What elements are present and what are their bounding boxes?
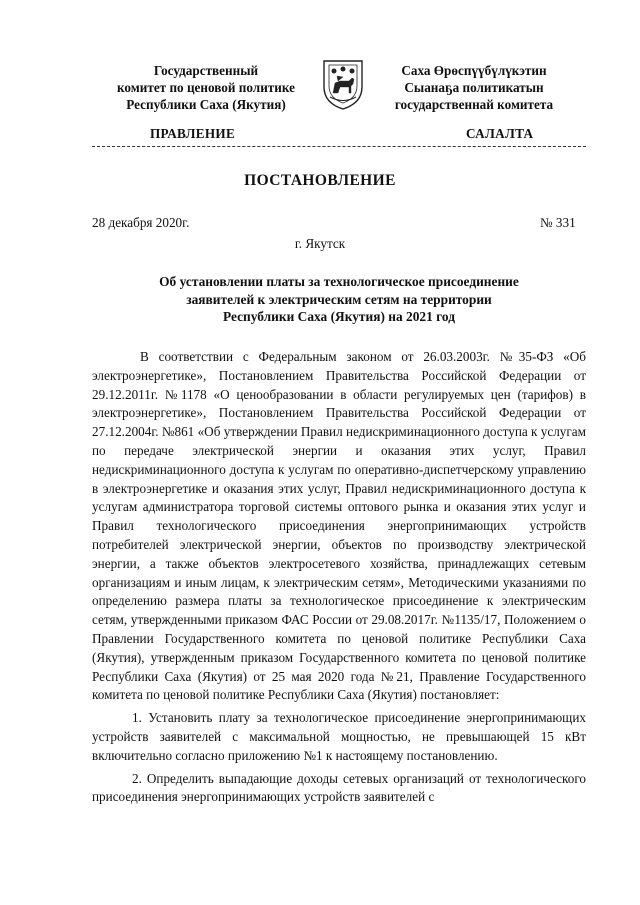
committee-name-russian: [96, 62, 316, 113]
preamble-paragraph: В соответствии с Федеральным законом от 26.03.2003г. №35-ФЗ «Об электроэнергетике», Постановлением Правительства Российской Федерации от 29.12.2011г. №1178 «О ценообразовании в области регулируемых цен (тарифов) в электроэнергетике», Постановлением Правительства Российской Федерации от 27.12.2004г. №861 «Об утверждении Правил недискриминационного доступа к услугам по передаче электрической энергии и оказания этих услуг, Правил недискриминационного доступа к услугам по оперативно-диспетчерскому управлению в электроэнергетике и оказания этих услуг, Правил недискриминационного доступа к услугам администратора торговой системы оптового рынка и оказания этих услуг и Правил технологического присоединения энергопринимающих устройств потребителей электрической энергии, объектов по производству электрической энергии, а также объектов электросетевого хозяйства, принадлежащих сетевым организациям и иным лицам, к электрическим сетям», Методическими указаниями по определению размера платы за технологическое присоединение к электрическим сетям, утвержденными приказом ФАС России от 29.08.2017г. №1135/17, Положением о Правлении Государственного комитета по ценовой политике Республики Саха (Якутия), утвержденным приказом Государственного комитета по ценовой политике Республики Саха (Якутия) от 25 мая 2020 года №21, Правление Государственного комитета по ценовой политике Республики Саха (Якутия) постановляет:: [92, 349, 586, 703]
resolution-item-2: 2. Определить выпадающие доходы сетевых организаций от технологического присоединения энергопринимающих устройств заявителей с: [92, 770, 586, 805]
document-type: ПОСТАНОВЛЕНИЕ: [244, 172, 396, 189]
committee-name-yakut: [364, 62, 584, 113]
document-date: 28 декабря 2020г.: [92, 215, 190, 230]
resolution-item-1: 1. Установить плату за технологическое присоединение энергопринимающих устройств заявителей с максимальной мощностью, не превышающей 15 кВт включительно согласно приложению №1 к настоящему постановлению.: [92, 710, 586, 763]
document-title: [92, 273, 586, 326]
title-line: заявителей к электрическим сетям на территории: [186, 291, 492, 307]
document-number: № 331: [540, 215, 576, 230]
committee-name-line: Саха Өрөспүүбүлүкэтин: [401, 63, 547, 78]
board-label-yakut: САЛАЛТА: [466, 126, 534, 141]
committee-name-line: комитет по ценовой политике: [117, 80, 295, 95]
title-line: Об установлении платы за технологическое присоединение: [159, 274, 519, 289]
committee-name-line: Государственный: [153, 63, 259, 78]
header-divider: [92, 146, 586, 147]
sakha-republic-coat-of-arms-icon: [320, 57, 366, 111]
committee-name-line: Сыанаҕа политикатын: [404, 80, 544, 95]
board-label-russian: ПРАВЛЕНИЕ: [150, 126, 236, 141]
committee-name-line: Республики Саха (Якутия): [126, 97, 286, 112]
committee-name-line: государственнай комитета: [394, 97, 554, 112]
document-city: г. Якутск: [294, 236, 346, 251]
document-body: [92, 348, 586, 807]
title-line: Республики Саха (Якутия) на 2021 год: [223, 309, 455, 325]
